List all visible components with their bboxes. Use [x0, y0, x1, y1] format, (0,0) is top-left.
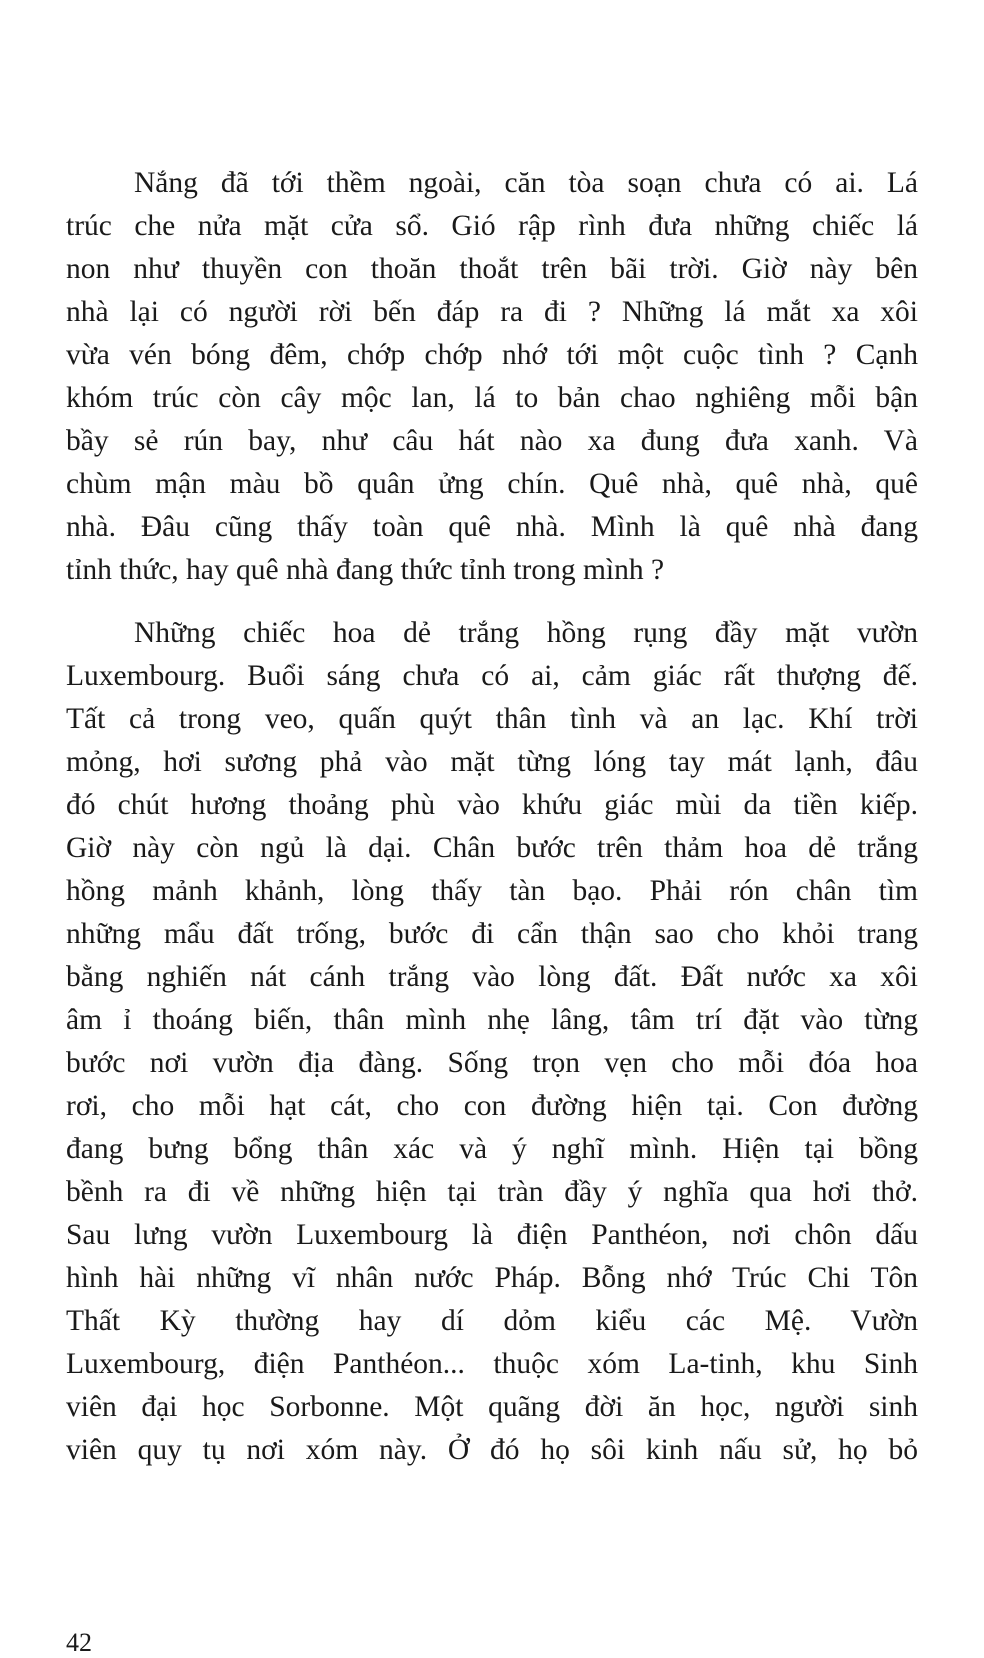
text-line: vừa vén bóng đêm, chớp chớp nhớ tới một cuộc tình ? Cạnh — [66, 339, 918, 371]
text-line: Luxembourg, điện Panthéon... thuộc xóm La-tinh, khu Sinh — [66, 1348, 918, 1380]
text-line: Nắng đã tới thềm ngoài, căn tòa soạn chưa có ai. Lá — [134, 167, 918, 199]
text-line: hồng mảnh khảnh, lòng thấy tàn bạo. Phải rón chân tìm — [66, 875, 918, 907]
text-line: non như thuyền con thoăn thoắt trên bãi trời. Giờ này bên — [66, 253, 918, 285]
text-line: chùm mận màu bồ quân ửng chín. Quê nhà, quê nhà, quê — [66, 468, 918, 500]
text-line: đang bưng bổng thân xác và ý nghĩ mình. Hiện tại bồng — [66, 1133, 918, 1165]
text-line: viên quy tụ nơi xóm này. Ở đó họ sôi kinh nấu sử, họ bỏ — [66, 1434, 918, 1466]
text-line: Tất cả trong veo, quấn quýt thân tình và an lạc. Khí trời — [66, 703, 918, 735]
paragraph-1 — [66, 162, 918, 592]
text-line: khóm trúc còn cây mộc lan, lá to bản chao nghiêng mỗi bận — [66, 382, 918, 414]
text-line: mỏng, hơi sương phả vào mặt từng lóng tay mát lạnh, đâu — [66, 746, 918, 778]
text-line: nhà. Đâu cũng thấy toàn quê nhà. Mình là quê nhà đang — [66, 511, 918, 543]
text-line: trúc che nửa mặt cửa sổ. Gió rập rình đưa những chiếc lá — [66, 210, 918, 242]
text-line: nhà lại có người rời bến đáp ra đi ? Những lá mắt xa xôi — [66, 296, 918, 328]
page-number: 42 — [66, 1628, 92, 1657]
text-line: bềnh ra đi về những hiện tại tràn đầy ý nghĩa qua hơi thở. — [66, 1176, 918, 1208]
text-line: những mẩu đất trống, bước đi cẩn thận sao cho khỏi trang — [66, 918, 918, 950]
text-line: bầy sẻ rún bay, như câu hát nào xa đung đưa xanh. Và — [66, 425, 918, 457]
text-line: tỉnh thức, hay quê nhà đang thức tỉnh trong mình ? — [66, 554, 665, 586]
text-line: âm ỉ thoáng biến, thân mình nhẹ lâng, tâm trí đặt vào từng — [66, 1004, 918, 1036]
text-line: Thất Kỳ thường hay dí dỏm kiểu các Mệ. Vườn — [66, 1305, 918, 1337]
paragraph-2 — [66, 612, 918, 1472]
text-line: viên đại học Sorbonne. Một quãng đời ăn học, người sinh — [66, 1391, 918, 1423]
text-line: hình hài những vĩ nhân nước Pháp. Bỗng nhớ Trúc Chi Tôn — [66, 1262, 918, 1294]
text-line: bước nơi vườn địa đàng. Sống trọn vẹn cho mỗi đóa hoa — [66, 1047, 918, 1079]
text-line: Sau lưng vườn Luxembourg là điện Panthéon, nơi chôn dấu — [66, 1219, 918, 1251]
text-line: Luxembourg. Buổi sáng chưa có ai, cảm giác rất thượng đế. — [66, 660, 918, 692]
text-line: đó chút hương thoảng phù vào khứu giác mùi da tiền kiếp. — [66, 789, 918, 821]
text-line: rơi, cho mỗi hạt cát, cho con đường hiện tại. Con đường — [66, 1090, 918, 1122]
text-line: Những chiếc hoa dẻ trắng hồng rụng đầy mặt vườn — [134, 617, 918, 649]
text-line: Giờ này còn ngủ là dại. Chân bước trên thảm hoa dẻ trắng — [66, 832, 918, 864]
text-line: bằng nghiến nát cánh trắng vào lòng đất. Đất nước xa xôi — [66, 961, 918, 993]
